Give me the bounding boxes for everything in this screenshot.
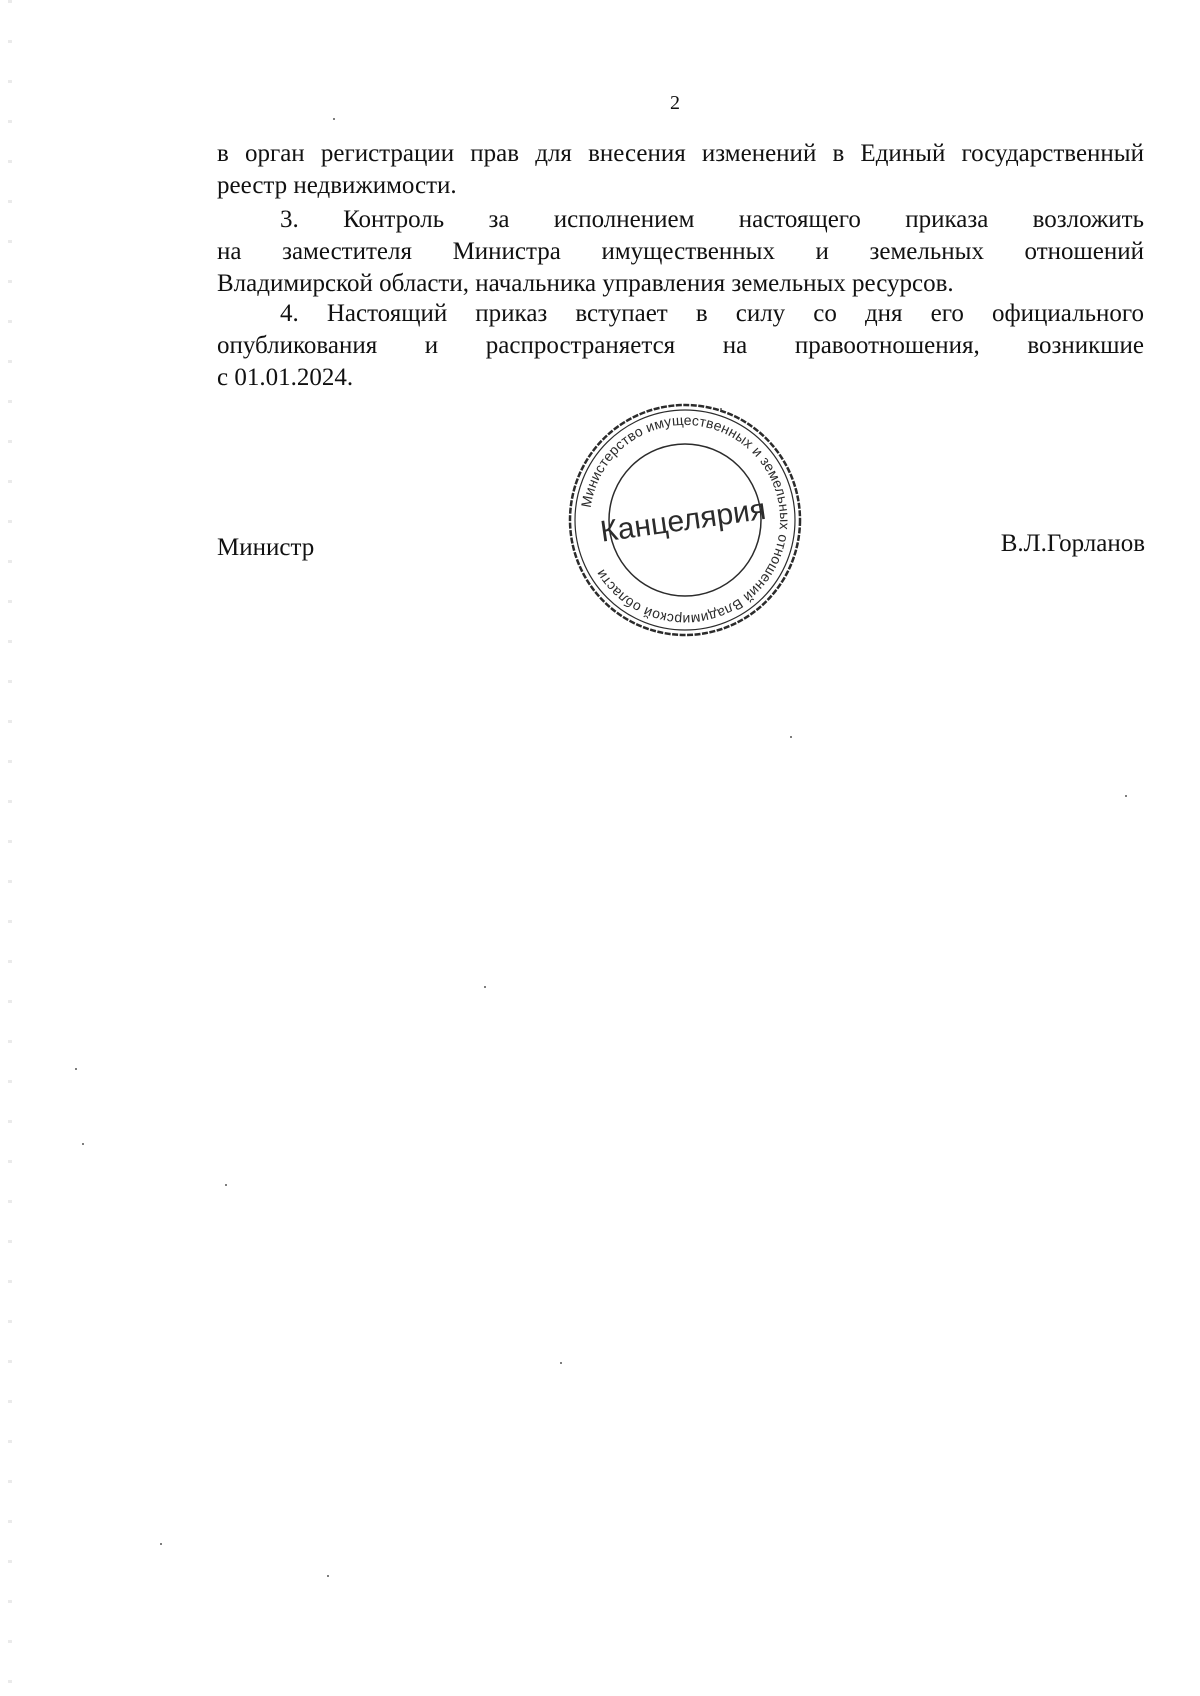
scan-speck [160,1543,162,1545]
paragraph-line: с 01.01.2024. [217,364,354,391]
scan-speck [333,118,335,120]
paragraph-line: в орган регистрации прав для внесения изменений в Единый государственный [217,140,1144,167]
paragraph-line: на заместителя Министра имущественных и земельных отношений [217,238,1144,265]
signatory-name: В.Л.Горланов [1000,530,1145,557]
scan-speck [82,1143,84,1145]
scan-speck [75,1068,77,1070]
stamp-ring-text: Министерство имущественных и земельных отношений Владимирской области [577,411,794,629]
paragraph-line: опубликования и распространяется на правоотношения, возникшие [217,332,1144,359]
paragraph-line: 3. Контроль за исполнением настоящего приказа возложить [280,206,1144,233]
paragraph-line: реестр недвижимости. [217,172,457,199]
scan-speck [560,1362,562,1364]
scan-speck [720,408,722,410]
signatory-position: Министр [217,534,315,561]
scan-speck [484,986,486,988]
stamp-center-text: Канцелярия [598,492,768,549]
scan-speck [1125,795,1127,797]
paragraph-item-4 [217,298,1144,394]
scan-speck [225,1184,227,1186]
scan-speck [790,736,792,738]
page-number: 2 [670,92,680,114]
paragraph-line: Владимирской области, начальника управления земельных ресурсов. [217,270,954,297]
official-stamp [565,400,805,640]
scan-edge-marks [8,0,12,1696]
paragraph-continuation [217,138,1144,202]
scan-speck [327,1575,329,1577]
paragraph-line: 4. Настоящий приказ вступает в силу со дня его официального [280,300,1144,327]
paragraph-item-3 [217,204,1144,300]
